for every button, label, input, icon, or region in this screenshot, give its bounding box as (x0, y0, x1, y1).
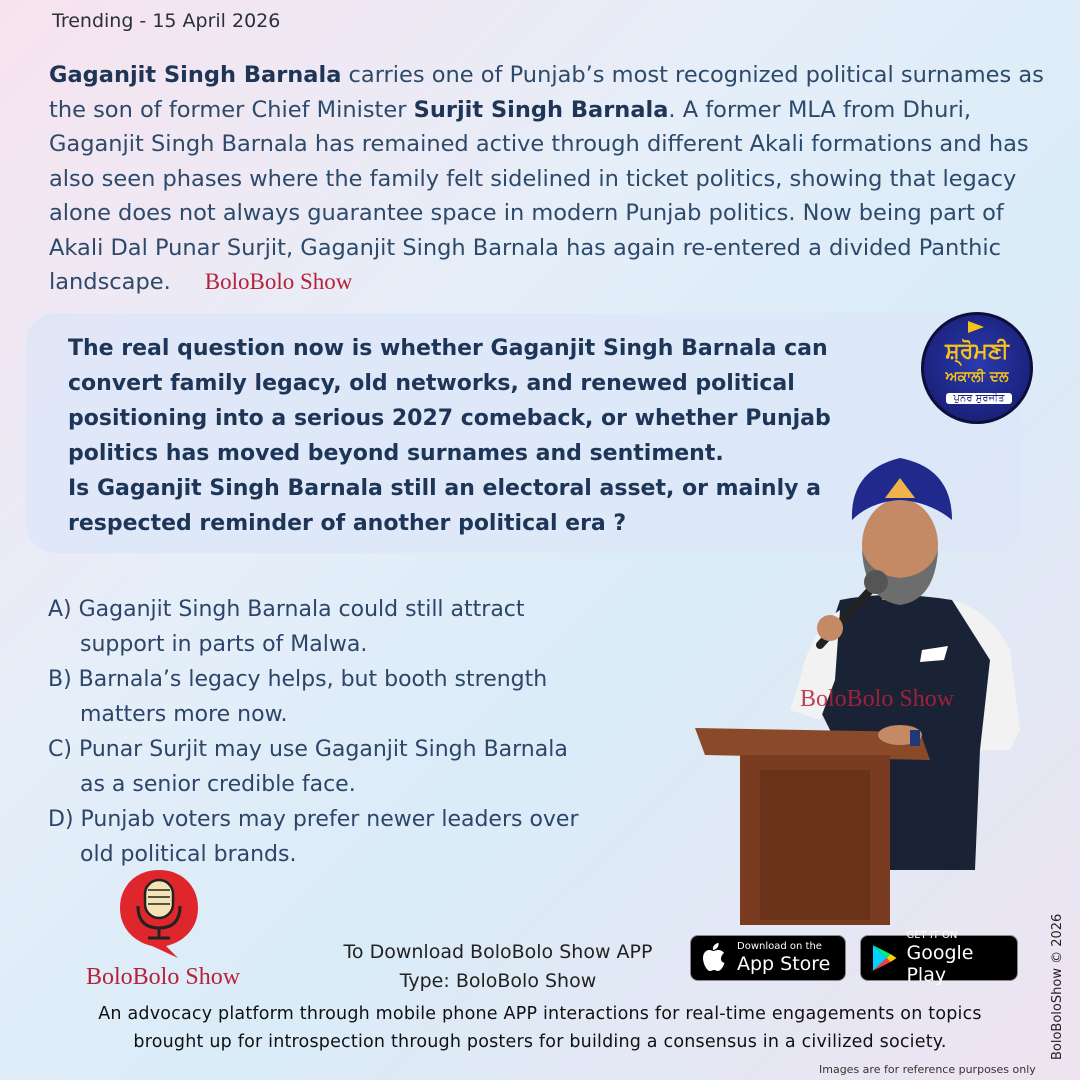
option-d-line1: D) Punjab voters may prefer newer leaders over (48, 807, 579, 832)
microphone-logo-icon (118, 866, 200, 958)
option-a-line1: A) Gaganjit Singh Barnala could still attract (48, 597, 525, 622)
question-line-2: Is Gaganjit Singh Barnala still an electoral asset, or mainly a respected reminder of another political era ? (68, 476, 821, 536)
party-logo-line1: ਸ਼੍ਰੋਮਣੀ (945, 339, 1009, 364)
option-b (48, 662, 648, 732)
option-c-line1: C) Punar Surjit may use Gaganjit Singh Barnala (48, 737, 568, 762)
download-instructions (318, 938, 678, 996)
intro-name-gaganjit: Gaganjit Singh Barnala (49, 62, 342, 88)
download-line-2: Type: BoloBolo Show (399, 970, 597, 992)
google-play-label: Google Play (906, 942, 974, 986)
brand-logo-text: BoloBolo Show (86, 964, 241, 990)
option-b-line2: matters more now. (80, 702, 288, 727)
party-logo-line3: ਪੁਨਰ ਸੁਰਜੀਤ (946, 393, 1012, 404)
apple-icon (701, 942, 731, 974)
google-play-icon (871, 943, 898, 973)
intro-paragraph (49, 58, 1059, 300)
google-play-small-label: GET IT ON (906, 930, 958, 941)
flag-icon (968, 321, 984, 333)
brand-watermark-speaker: BoloBolo Show (800, 686, 955, 712)
app-store-button[interactable] (690, 935, 846, 981)
app-store-small-label: Download on the (737, 941, 822, 952)
footer-line-2: brought up for introspection through posters for building a consensus in a civilized society. (133, 1032, 947, 1052)
party-logo (921, 312, 1033, 424)
reference-note: Images are for reference purposes only (819, 1063, 1036, 1076)
copyright-vertical: BoloBoloShow © 2026 (1050, 913, 1065, 1060)
app-store-label: App Store (737, 953, 831, 975)
question-line-1: The real question now is whether Gaganjit Singh Barnala can convert family legacy, old networks, and renewed political positioning into a serious 2027 comeback, or whether Punjab politics has moved beyond surnames and sentiment. (68, 336, 831, 466)
brand-watermark-inline: BoloBolo Show (204, 269, 353, 294)
trending-date: Trending - 15 April 2026 (52, 10, 281, 32)
download-line-1: To Download BoloBolo Show APP (343, 941, 653, 963)
option-c-line2: as a senior credible face. (80, 772, 356, 797)
footer-text (20, 1000, 1060, 1056)
google-play-button[interactable] (860, 930, 1018, 986)
footer-line-1: An advocacy platform through mobile phone APP interactions for real-time engagements on topics (98, 1004, 982, 1024)
option-d-line2: old political brands. (80, 842, 297, 867)
intro-text-1: carries one of Punjab’s most recognized political surnames as the son of former Chief Minister (49, 62, 1044, 123)
intro-text-2: . A former MLA from Dhuri, Gaganjit Singh Barnala has remained active through different Akali formations and has also seen phases where the family felt sidelined in ticket politics, showing that legacy alone does not always guarantee space in modern Punjab politics. Now being part of Akali Dal Punar Surjit, Gaganjit Singh Barnala has again re-entered a divided Panthic landscape. (49, 96, 1029, 295)
option-b-line1: B) Barnala’s legacy helps, but booth strength (48, 667, 548, 692)
options-list (48, 592, 648, 872)
option-c (48, 732, 648, 802)
option-a (48, 592, 648, 662)
option-a-line2: support in parts of Malwa. (80, 632, 368, 657)
party-logo-line2: ਅਕਾਲੀ ਦਲ (945, 369, 1009, 385)
option-d (48, 802, 648, 872)
intro-name-surjit: Surjit Singh Barnala (413, 96, 669, 123)
